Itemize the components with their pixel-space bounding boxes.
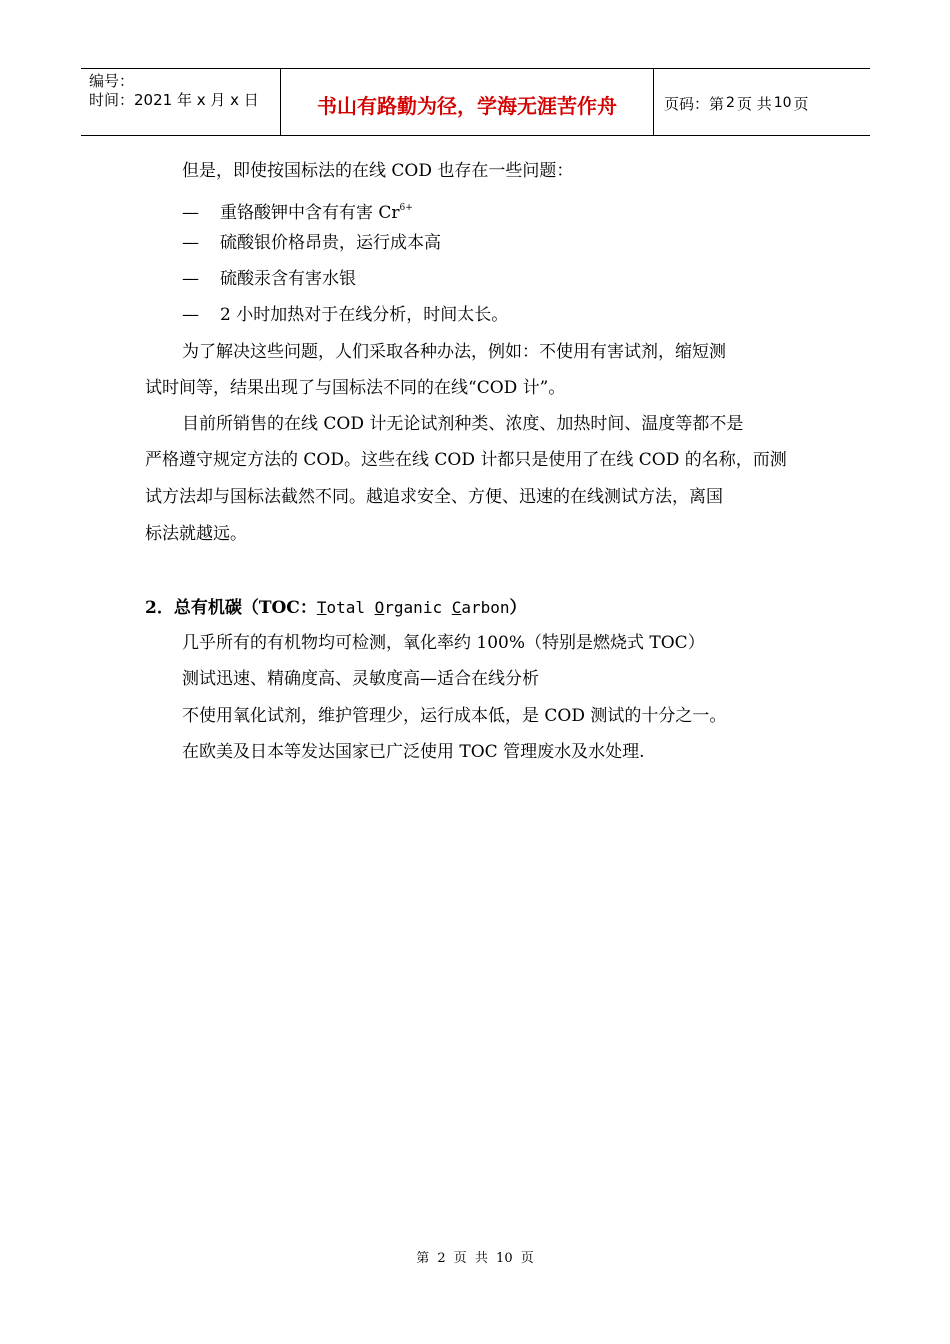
bullet-item [182,233,441,253]
bullet-item [182,305,508,325]
page-footer: 第 2 页 共 10 页 [416,1251,534,1266]
page-header [81,68,870,136]
paragraph-line: 为了解决这些问题，人们采取各种办法，例如：不使用有害试剂，缩短测 [182,342,726,362]
page-prefix: 页码：第 [664,94,725,113]
page-number: 2 [726,95,735,111]
bullet-text: 2 小时加热对于在线分析，时间太长。 [220,305,509,325]
heading-letter-o: O [374,598,385,617]
toc-point: 在欧美及日本等发达国家已广泛使用 TOC 管理废水及水处理. [182,742,645,762]
heading-word-rganic: rganic [384,598,452,617]
toc-point: 不使用氧化试剂，维护管理少，运行成本低，是 COD 测试的十分之一。 [182,706,727,726]
toc-point: 测试迅速、精确度高、灵敏度高—适合在线分析 [182,669,539,689]
heading-word-otal: otal [326,598,375,617]
paragraph-line: 试时间等，结果出现了与国标法不同的在线“COD 计”。 [145,378,566,398]
section-heading-toc [145,598,527,618]
heading-letter-t: T [316,598,327,617]
intro-paragraph: 但是，即使按国标法的在线 COD 也存在一些问题： [182,161,574,181]
cr-superscript: 6+ [399,203,413,213]
bullet-item [182,198,413,223]
heading-letter-c: C [451,598,462,617]
bullet-text: 重铬酸钾中含有有害 Cr [220,203,400,223]
section-heading-suffix: ） [509,598,527,618]
bullet-item [182,269,356,289]
heading-word-arbon: arbon [461,598,510,617]
section-heading-prefix: 2．总有机碳（TOC： [145,598,317,618]
page-mid: 页 共 [736,94,772,113]
page-suffix: 页 [793,94,809,113]
paragraph-line: 标法就越远。 [145,524,247,544]
page-total: 10 [773,95,792,111]
bullet-dash: — [182,203,199,223]
bullet-dash: — [182,269,199,289]
document-number-label: 编号： [89,72,135,90]
header-motto: 书山有路勤为径，学海无涯苦作舟 [281,69,654,135]
header-meta [81,69,281,135]
bullet-text: 硫酸银价格昂贵，运行成本高 [220,233,441,253]
toc-point: 几乎所有的有机物均可检测，氧化率约 100%（特别是燃烧式 TOC） [182,633,705,653]
bullet-dash: — [182,233,199,253]
paragraph-line: 目前所销售的在线 COD 计无论试剂种类、浓度、加热时间、温度等都不是 [182,414,744,434]
document-date: 时间：2021 年 x 月 x 日 [89,91,259,109]
bullet-dash: — [182,305,199,325]
bullet-text: 硫酸汞含有害水银 [220,269,356,289]
paragraph-line: 严格遵守规定方法的 COD。这些在线 COD 计都只是使用了在线 COD 的名称，而测 [145,450,787,470]
header-page-info [654,69,870,135]
paragraph-line: 试方法却与国标法截然不同。越追求安全、方便、迅速的在线测试方法，离国 [145,487,723,507]
